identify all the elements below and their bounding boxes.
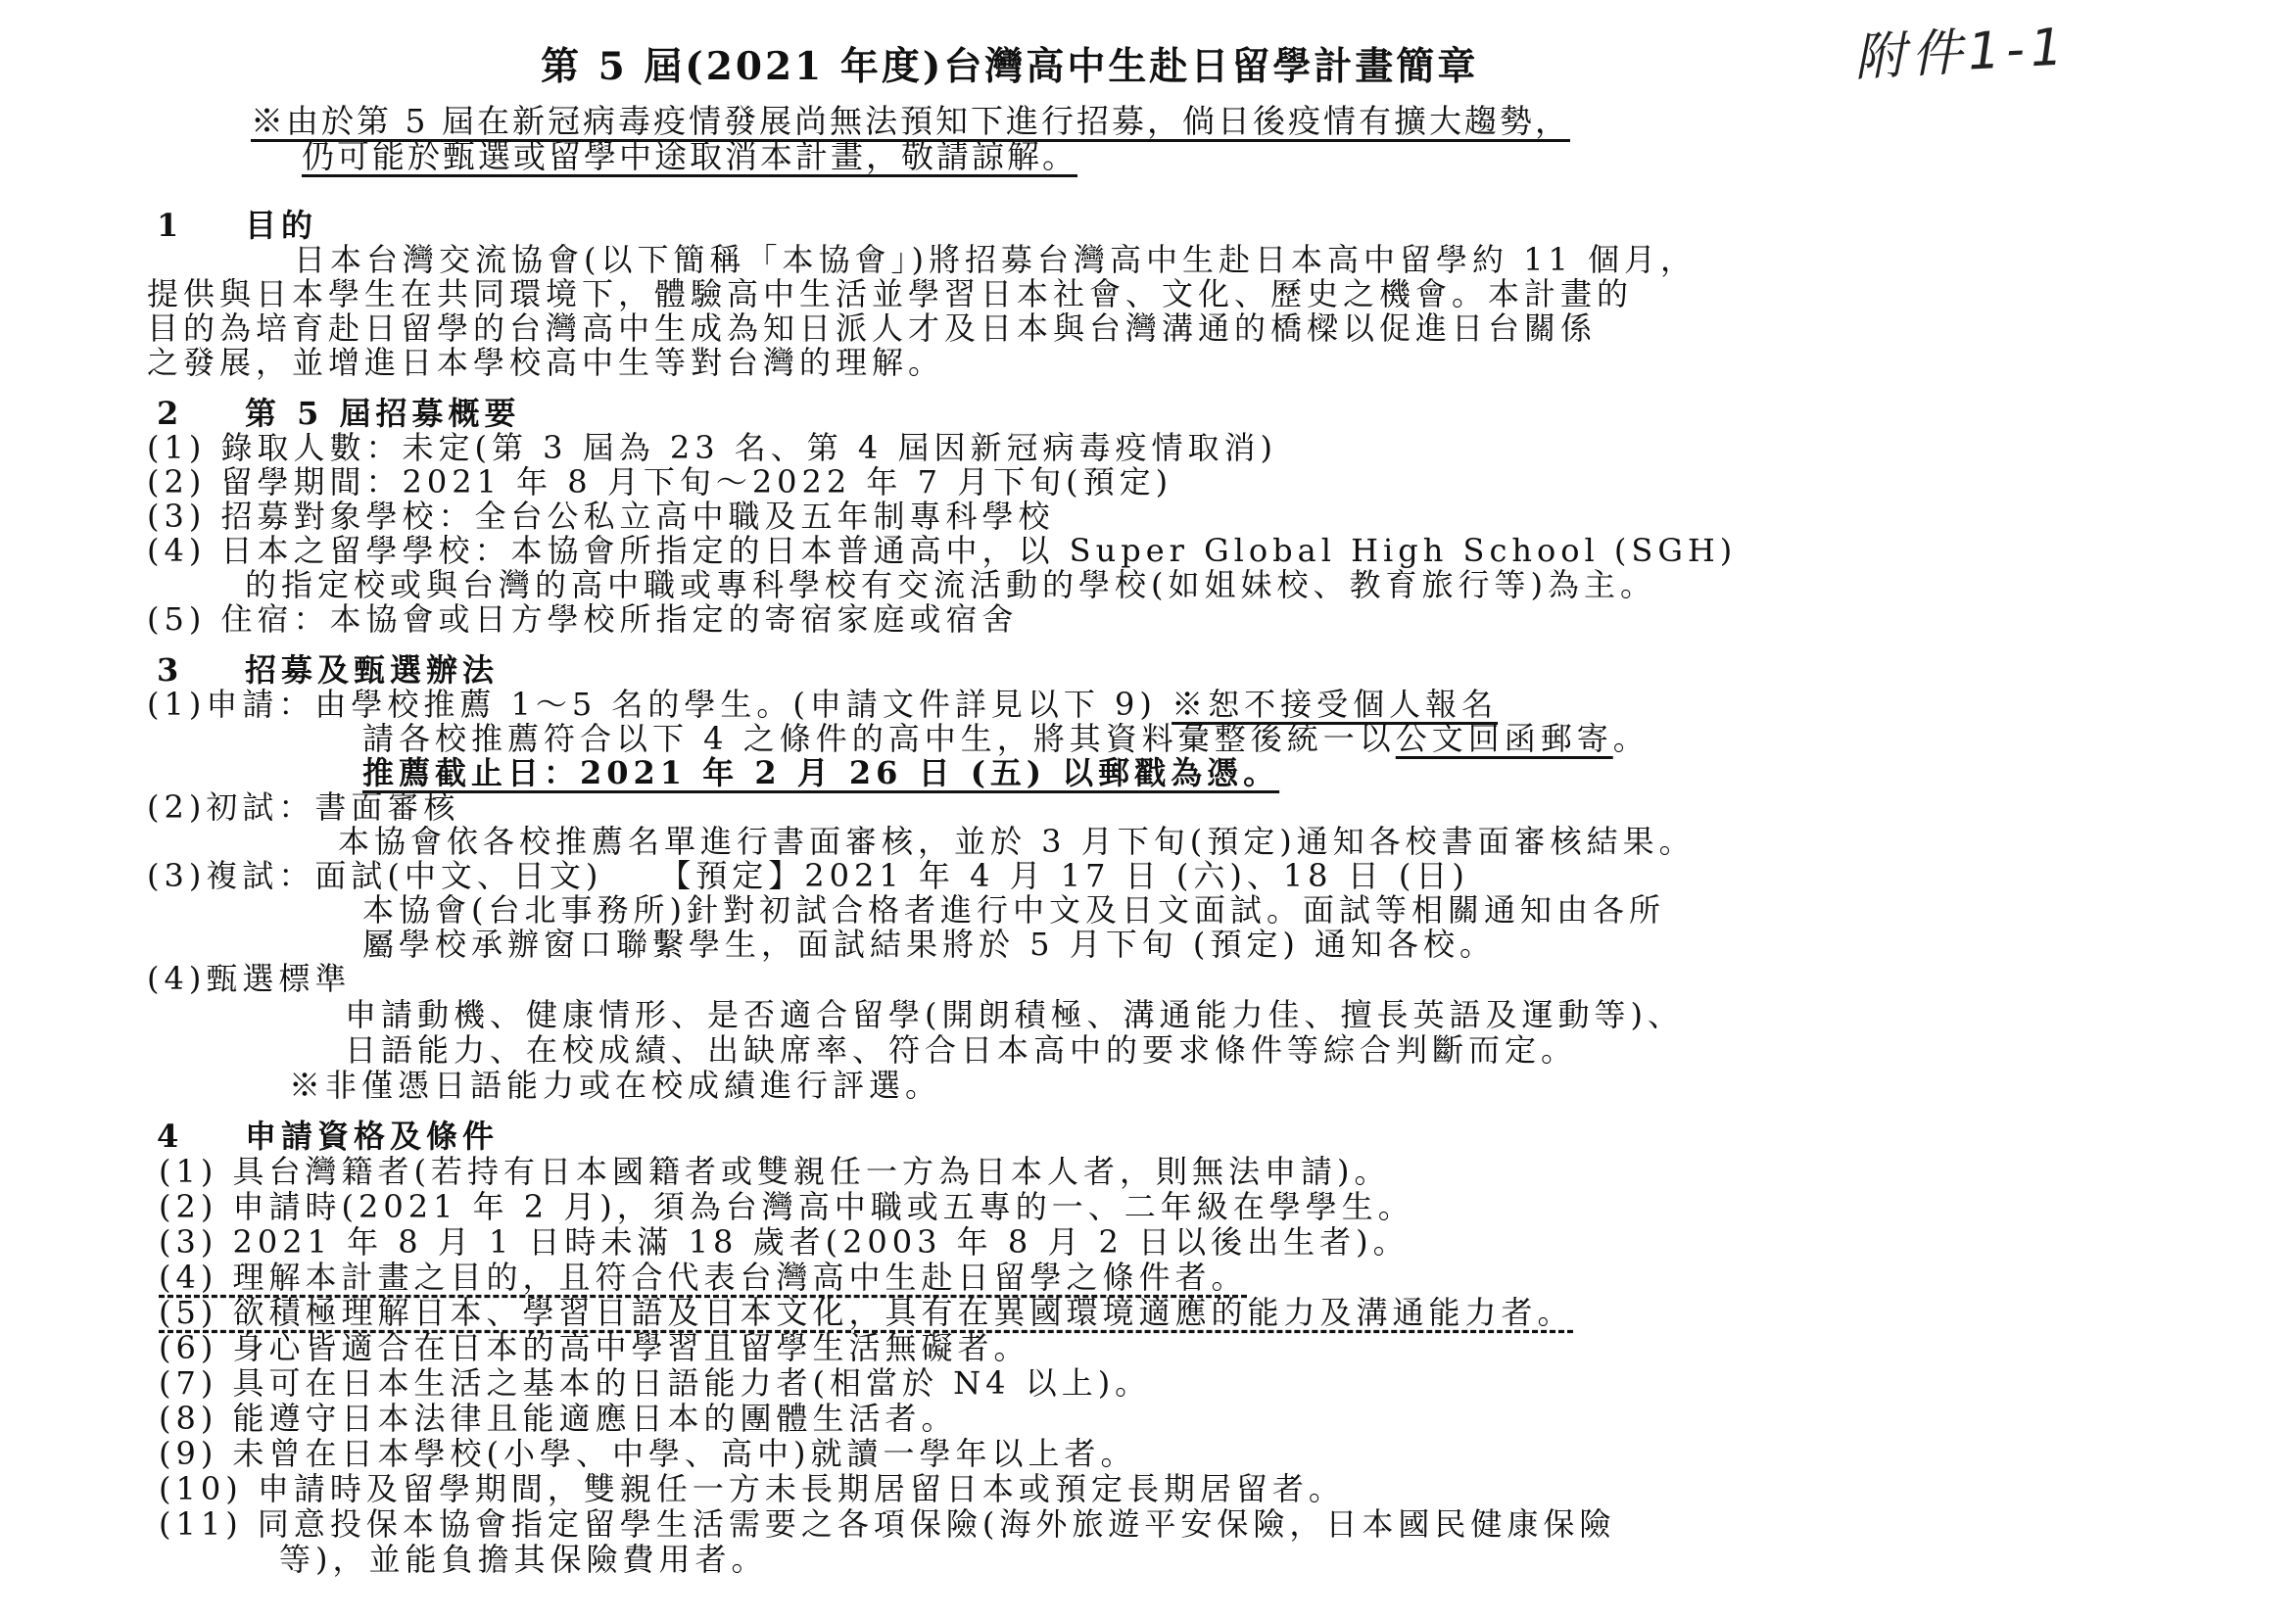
no-individual-notice: ※恕不接受個人報名 — [1172, 686, 1499, 723]
apply-period: 。 — [1612, 720, 1650, 757]
requirement-item: (1) 具台灣籍者(若持有日本國籍者或雙親任一方為日本人者，則無法申請)。 — [159, 1153, 1391, 1190]
round-1-title: (2)初試：書面審核 — [147, 788, 460, 826]
official-mail-text: 公文回函郵寄 — [1395, 720, 1613, 757]
criteria-title: (4)甄選標準 — [147, 960, 352, 997]
requirement-item: (4) 理解本計畫之目的，且符合代表台灣高中生赴日留學之條件者。 — [159, 1259, 1248, 1296]
apply-text: (1)申請：由學校推薦 1～5 名的學生。(申請文件詳見以下 9) — [147, 686, 1157, 723]
section-1-title: 目的 — [245, 207, 318, 244]
section-3-number: 3 — [157, 651, 184, 689]
section-2-item: 的指定校或與台灣的高中職或專科學校有交流活動的學校(如姐妹校、教育旅行等)為主。 — [245, 566, 1656, 603]
document-title: 第 5 屆(2021 年度)台灣高中生赴日留學計畫簡章 — [541, 44, 1479, 89]
notice-line-2: 仍可能於甄選或留學中途取消本計畫，敬請諒解。 — [302, 137, 1077, 175]
round-2-desc: 本協會(台北事務所)針對初試合格者進行中文及日文面試。面試等相關通知由各所 — [362, 891, 1665, 929]
criteria-note: ※非僅憑日語能力或在校成績進行評選。 — [289, 1067, 942, 1104]
requirement-item: (9) 未曾在日本學校(小學、中學、高中)就讀一學年以上者。 — [159, 1435, 1137, 1472]
criteria-line: 申請動機、健康情形、是否適合留學(開朗積極、溝通能力佳、擅長英語及運動等)、 — [345, 996, 1684, 1033]
section-2-heading — [157, 394, 521, 433]
apply-line-2 — [362, 719, 1650, 758]
deadline-text: 推薦截止日：2021 年 2 月 26 日 (五) 以郵戳為憑。 — [362, 754, 1280, 791]
requirement-item: 等)，並能負擔其保險費用者。 — [279, 1541, 768, 1578]
section-4-heading — [157, 1117, 499, 1156]
section-4-number: 4 — [157, 1118, 184, 1155]
requirement-item: (6) 身心皆適合在日本的高中學習且留學生活無礙者。 — [159, 1329, 1030, 1366]
requirement-item: (2) 申請時(2021 年 2 月)，須為台灣高中職或五專的一、二年級在學學生。 — [159, 1188, 1414, 1225]
notice-line-1: ※由於第 5 屆在新冠病毒疫情發展尚無法預知下進行招募，倘日後疫情有擴大趨勢， — [251, 102, 1570, 140]
section-1-line: 日本台灣交流協會(以下簡稱「本協會」)將招募台灣高中生赴日本高中留學約 11 個月， — [294, 241, 1698, 278]
requirement-item: (10) 申請時及留學期間，雙親任一方未長期居留日本或預定長期居留者。 — [159, 1470, 1345, 1507]
requirement-item: (8) 能遵守日本法律且能適應日本的團體生活者。 — [159, 1400, 958, 1437]
section-2-item: (3) 招募對象學校：全台公私立高中職及五年制專科學校 — [147, 498, 1055, 535]
section-1-line: 目的為培育赴日留學的台灣高中生成為知日派人才及日本與台灣溝通的橋樑以促進日台關係 — [147, 310, 1598, 347]
section-1-line: 之發展，並增進日本學校高中生等對台灣的理解。 — [147, 344, 945, 381]
section-3-heading — [157, 650, 499, 690]
round-2-title: (3)複試：面試(中文、日文) 【預定】2021 年 4 月 17 日 (六)、18 日 (日) — [147, 857, 1469, 894]
requirement-item: (7) 具可在日本生活之基本的日語能力者(相當於 N4 以上)。 — [159, 1364, 1152, 1402]
criteria-line: 日語能力、在校成績、出缺席率、符合日本高中的要求條件等綜合判斷而定。 — [345, 1031, 1578, 1069]
round-1-desc: 本協會依各校推薦名單進行書面審核，並於 3 月下旬(預定)通知各校書面審核結果。 — [338, 823, 1696, 860]
section-1-heading — [157, 206, 317, 245]
section-1-number: 1 — [157, 207, 184, 244]
requirement-item: (5) 欲積極理解日本、學習日語及日本文化，具有在異國環境適應的能力及溝通能力者。 — [159, 1294, 1574, 1331]
section-2-number: 2 — [157, 395, 184, 432]
apply-instructions: 請各校推薦符合以下 4 之條件的高中生，將其資料彙整後統一以 — [362, 720, 1396, 757]
section-1-line: 提供與日本學生在共同環境下，體驗高中生活並學習日本社會、文化、歷史之機會。本計畫的 — [147, 275, 1634, 312]
section-2-title: 第 5 屆招募概要 — [245, 395, 521, 432]
round-2-desc: 屬學校承辦窗口聯繫學生，面試結果將於 5 月下旬 (預定) 通知各校。 — [362, 926, 1497, 963]
section-2-item: (1) 錄取人數：未定(第 3 屆為 23 名、第 4 屆因新冠病毒疫情取消) — [147, 429, 1277, 466]
section-2-item: (2) 留學期間：2021 年 8 月下旬～2022 年 7 月下旬(預定) — [147, 463, 1173, 500]
requirement-item: (11) 同意投保本協會指定留學生活需要之各項保險(海外旅遊平安保險，日本國民健康保險 — [159, 1505, 1616, 1543]
attachment-annotation: 附件1-1 — [1852, 18, 2071, 88]
section-4-title: 申請資格及條件 — [245, 1118, 500, 1155]
requirement-item: (3) 2021 年 8 月 1 日時未滿 18 歲者(2003 年 8 月 2 日以後出生者)。 — [159, 1223, 1410, 1261]
apply-line — [147, 685, 1498, 724]
section-2-item: (5) 住宿：本協會或日方學校所指定的寄宿家庭或宿舍 — [147, 600, 1019, 638]
section-3-title: 招募及甄選辦法 — [245, 651, 500, 689]
section-2-item: (4) 日本之留學學校：本協會所指定的日本普通高中，以 Super Global High School (SGH) — [147, 532, 1738, 569]
